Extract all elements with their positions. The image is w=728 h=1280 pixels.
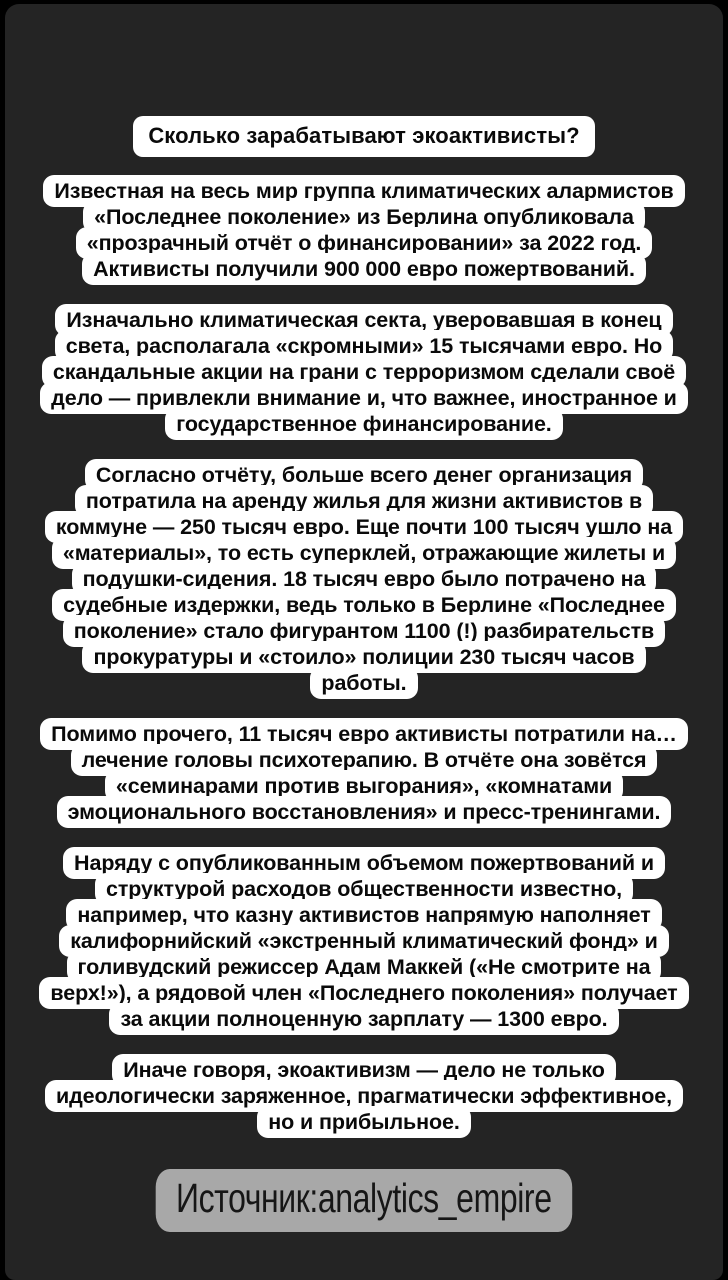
paragraph-text: Изначально климатическая секта, уверовавшая в конец света, располагала «скромными» 15 тысячами евро. Но скандальные акции на грани с терроризмом сделали своё дело — привлекли внимание и, что важнее, иностранное и государственное финансирование. [40,304,688,440]
paragraph-block-3 [45,462,683,696]
paragraph-block-2 [40,307,688,437]
source-row [5,1169,723,1232]
paragraph-text: Иначе говоря, экоактивизм — дело не только идеологически заряженное, прагматически эффективное, но и прибыльное. [45,1054,683,1138]
story-card [5,4,723,1280]
paragraph-block-5 [39,850,688,1032]
source-tag[interactable]: Источник:analytics_empire [156,1169,572,1232]
paragraph-text: Согласно отчёту, больше всего денег организация потратила на аренду жилья для жизни активистов в коммуне — 250 тысяч евро. Еще почти 100 тысяч ушло на «материалы», то есть суперклей, отражающие жилеты и подушки-сидения. 18 тысяч евро было потрачено на судебные издержки, ведь только в Берлине «Последнее поколение» стало фигурантом 1100 (!) разбирательств прокуратуры и «стоило» полиции 230 тысяч часов работы. [45,459,683,699]
paragraph-block-1 [43,178,684,282]
page-title: Сколько зарабатывают экоактивисты? [133,116,594,157]
paragraph-block-6 [45,1057,683,1135]
paragraph-text: Помимо прочего, 11 тысяч евро активисты потратили на… лечение головы психотерапию. В отчёте она зовётся «семинарами против выгорания», «комнатами эмоционального восстановления» и пресс-тренингами. [40,718,688,828]
paragraph-text: Наряду с опубликованным объемом пожертвований и структурой расходов общественности известно, например, что казну активистов напрямую наполняет калифорнийский «экстренный климатический фонд» и голивудский режиссер Адам Маккей («Не смотрите на верх!»), а рядовой член «Последнего поколения» получает за акции полноценную зарплату — 1300 евро. [39,847,688,1035]
title-row [133,116,594,157]
paragraph-block-4 [40,721,688,825]
paragraph-text: Известная на весь мир группа климатических алармистов «Последнее поколение» из Берлина опубликовала «прозрачный отчёт о финансировании» за 2022 год. Активисты получили 900 000 евро пожертвований. [43,175,684,285]
